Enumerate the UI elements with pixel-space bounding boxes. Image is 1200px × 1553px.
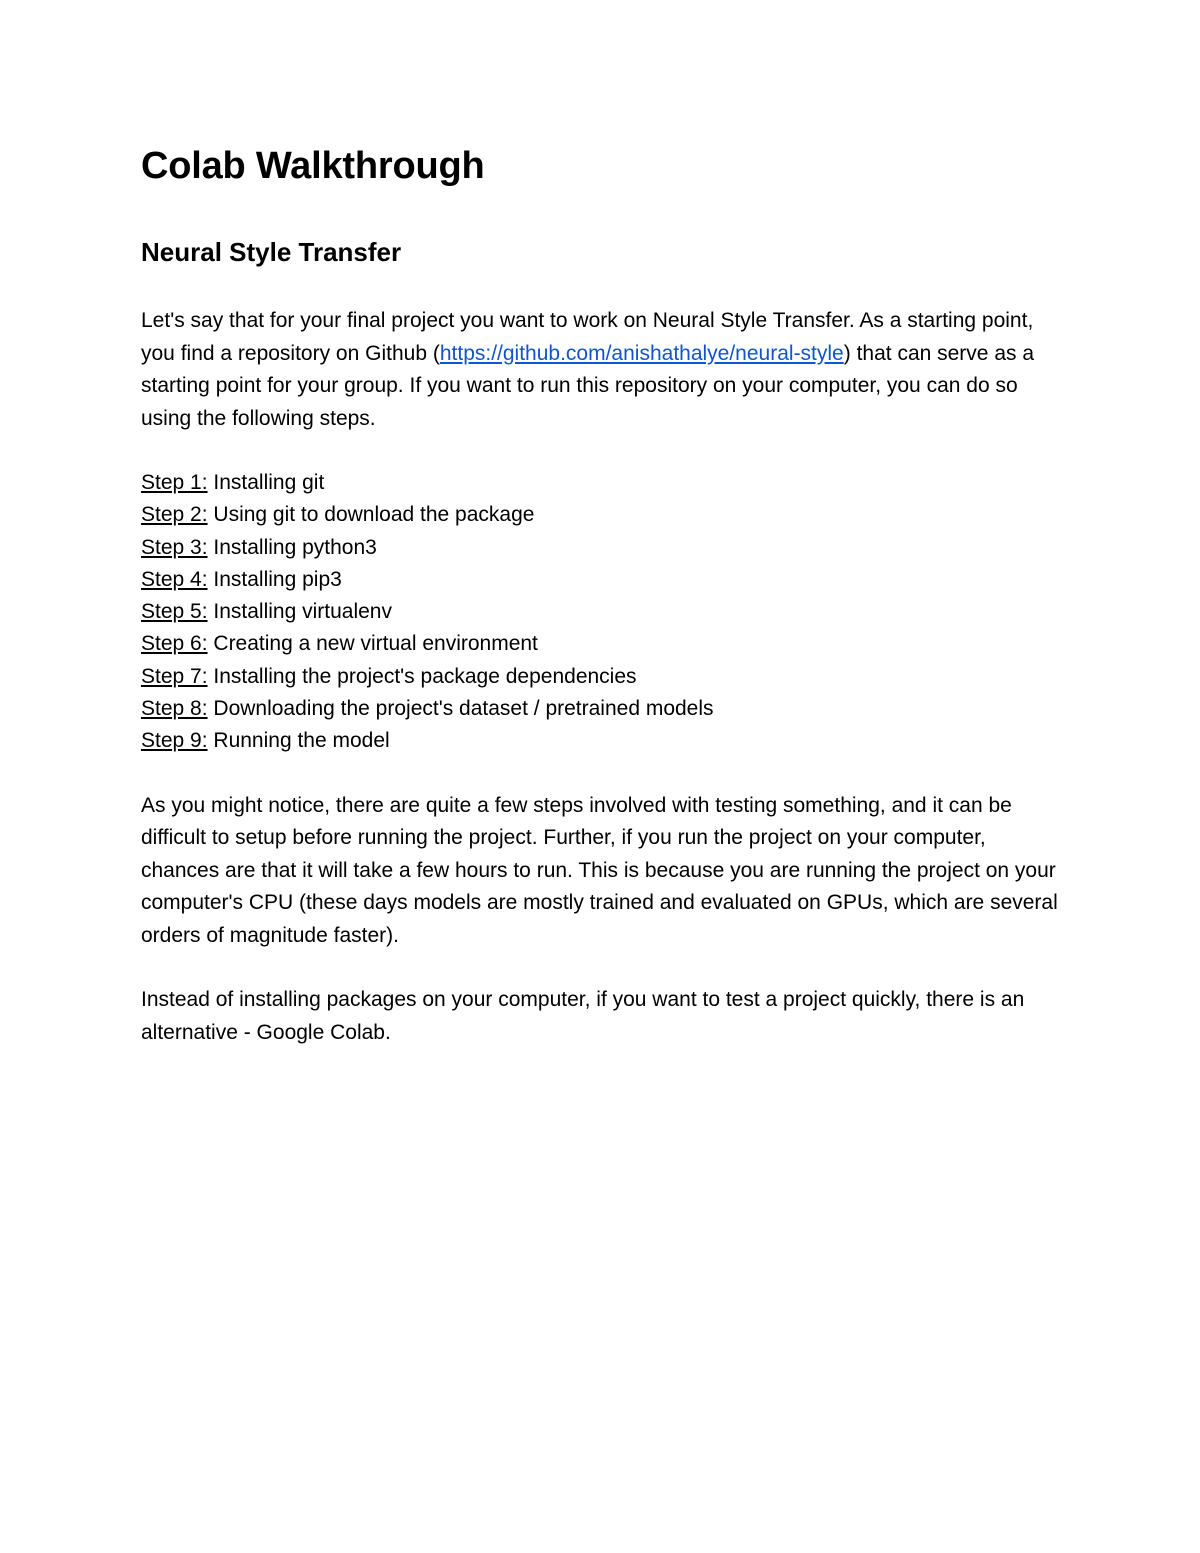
step-text: Downloading the project's dataset / pretrained models (207, 697, 714, 721)
document-title: Colab Walkthrough (141, 145, 485, 187)
step-label: Step 3: (141, 535, 208, 559)
step-label: Step 6: (141, 632, 208, 656)
github-repo-link[interactable]: https://github.com/anishathalye/neural-style (439, 341, 844, 365)
step-label: Step 1: (141, 471, 208, 494)
step-text: Installing python3 (207, 535, 377, 559)
step-text: Installing the project's package dependencies (207, 664, 637, 688)
list-item (141, 564, 1061, 596)
intro-text-after-link: ) that can serve as a starting point for your group. If you want to run this repository on your computer, you can do so using the following steps. (141, 341, 1035, 430)
step-label: Step 7: (141, 664, 208, 688)
step-text: Installing pip3 (207, 567, 342, 591)
step-text: Installing virtualenv (207, 600, 392, 624)
step-label: Step 9: (141, 729, 208, 753)
list-item (141, 628, 1061, 660)
step-text: Installing git (207, 471, 325, 494)
list-item (141, 596, 1061, 628)
body-paragraph-3: Instead of installing packages on your computer, if you want to test a project quickly, there is an alternative - Google Colab. (141, 988, 1025, 1044)
step-text: Creating a new virtual environment (207, 632, 538, 656)
list-item (141, 499, 1061, 531)
list-item (141, 725, 1061, 757)
list-item (141, 693, 1061, 725)
step-text: Running the model (207, 729, 390, 753)
section-heading: Neural Style Transfer (141, 237, 402, 267)
list-item (141, 661, 1061, 693)
step-label: Step 4: (141, 567, 208, 591)
steps-list (141, 467, 1061, 758)
step-label: Step 8: (141, 697, 208, 721)
step-text: Using git to download the package (207, 503, 535, 527)
step-label: Step 2: (141, 503, 208, 527)
list-item (141, 532, 1061, 564)
intro-paragraph (141, 305, 1061, 435)
intro-text-before-link: Let's say that for your final project you want to work on Neural Style Transfer. As a starting point, you find a repository on Github ( (141, 309, 1034, 365)
list-item (141, 467, 1061, 499)
document-content (141, 138, 1061, 1049)
step-label: Step 5: (141, 600, 208, 624)
body-paragraph-2: As you might notice, there are quite a few steps involved with testing something, and it can be difficult to setup before running the project. Further, if you run the project on your computer, chances are that it will take a few hours to run. This is because you are running the project on your computer's CPU (these days models are mostly trained and evaluated on GPUs, which are several orders of magnitude faster). (141, 793, 1058, 947)
